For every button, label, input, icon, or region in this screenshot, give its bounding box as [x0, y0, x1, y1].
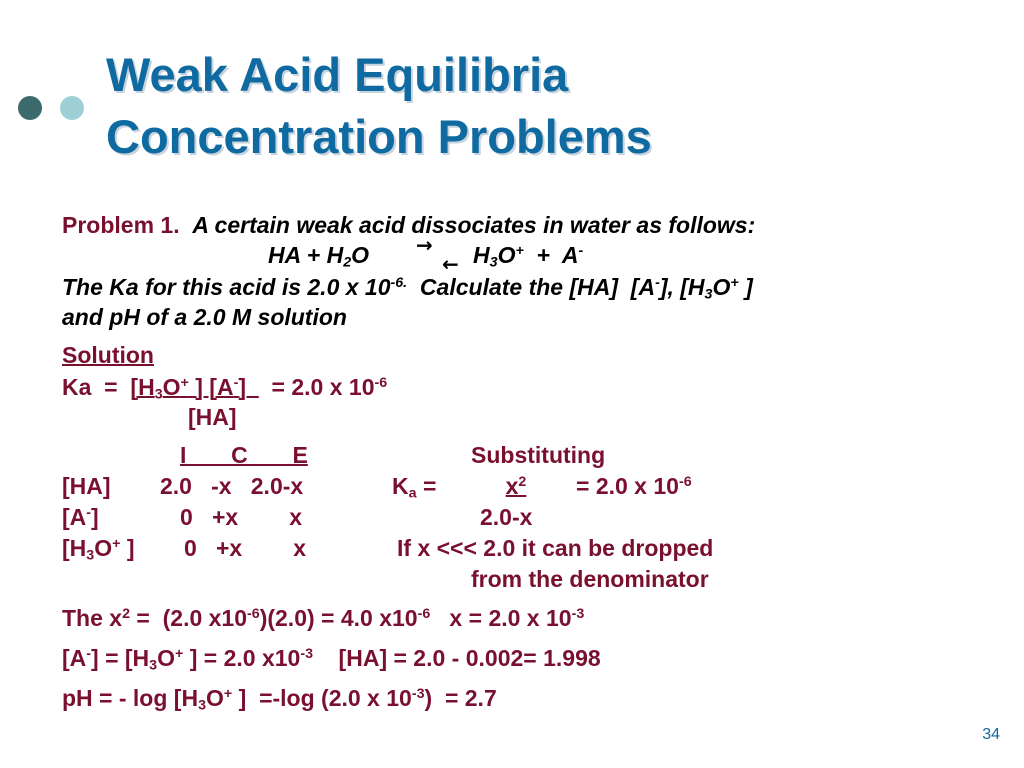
- title-line-1: Weak Acid Equilibria: [106, 48, 569, 101]
- slide-title: [106, 44, 652, 168]
- fraction-denominator: 2.0-x: [480, 504, 533, 530]
- solution-heading: Solution: [62, 342, 154, 368]
- x-squared-calculation: The $x^2 = (2.0$ $x10^{-6})(2.0) = 4.0$ $x10^{-6}$ x = 2.0 x $10^{-3}$: [62, 605, 585, 631]
- approximation-note-line-1: If x <<< 2.0 it can be dropped: [397, 535, 714, 561]
- ice-row-ha-values: 2.0 -x 2.0-x: [160, 473, 304, 499]
- fraction-result: = 2.0 x $10^{-6}$: [576, 473, 692, 499]
- fraction-numerator: $x^2$: [505, 473, 527, 499]
- forward-arrow-icon: →: [416, 233, 433, 257]
- ka-denominator: [HA]: [188, 404, 237, 430]
- ka-numerator: [$H_3O^+$ ] [A-]: [130, 374, 259, 403]
- problem-question-end: and pH of a 2.0 M solution: [62, 304, 347, 330]
- ice-table-header: I C E: [180, 442, 308, 468]
- problem-line-1: [62, 211, 755, 239]
- substituting-label: Substituting: [471, 442, 606, 468]
- concentration-results: $[A^-] = [H_3O^+$ ] = 2.0 $x10^{-3}$ [HA] = 2.0 - 0.002= 1.998: [62, 645, 601, 674]
- title-line-2: Concentration Problems: [106, 110, 652, 163]
- problem-statement: A certain weak acid dissociates in water as follows:: [192, 212, 756, 238]
- ice-row-h3o-values: 0 +x x: [184, 535, 307, 561]
- reaction-reactants: HA + $H_2O$: [268, 242, 370, 271]
- ice-row-ha-label: [HA]: [62, 473, 111, 499]
- bullet-dot-dark-decoration: [18, 96, 42, 120]
- reverse-arrow-icon: ←: [442, 252, 459, 276]
- ph-calculation: pH = - $\log [H_3O^+$ ] =-log (2.0 x $10^{-3}) = 2.7$: [62, 685, 497, 714]
- problem-ka-line: The Ka for this acid is 2.0 x $10^{-6.}$ Calculate the [HA] [A-], [$H_3O^+$ ]: [62, 274, 753, 303]
- reaction-products: $H_3O^+ + A^-$: [473, 242, 584, 271]
- ka-substitution-lhs: $K_a$ =: [392, 473, 437, 502]
- ka-expression: $Ka = [H_3O^+$ ] [A-] = 2.0 x $10^{-6}$: [62, 374, 388, 403]
- ice-row-a-label: [A-]: [62, 504, 99, 530]
- ice-row-a-values: 0 +x x: [180, 504, 303, 530]
- approximation-note-line-2: from the denominator: [471, 566, 709, 592]
- page-number: 34: [982, 726, 1000, 743]
- ice-row-h3o-label: [$H_3O^+$ ]: [62, 535, 135, 564]
- bullet-dot-light-decoration: [60, 96, 84, 120]
- problem-label: Problem 1.: [62, 212, 180, 238]
